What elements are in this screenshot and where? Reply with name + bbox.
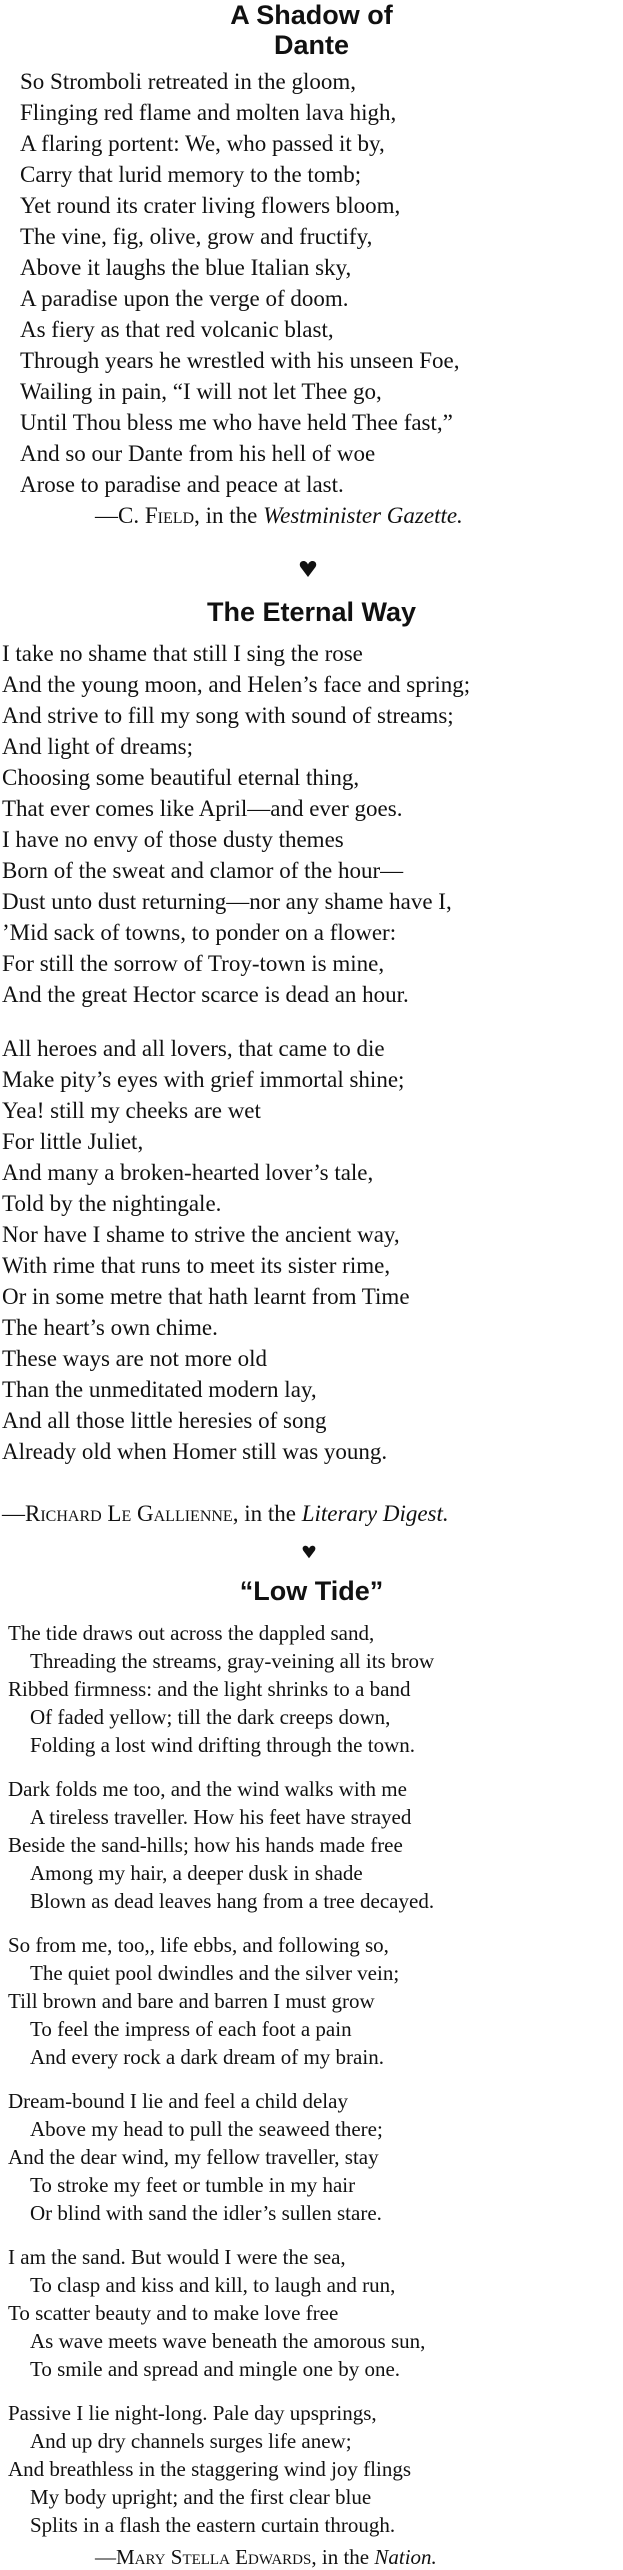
poem-line: Choosing some beautiful eternal thing, [2,765,360,790]
poem-line: Than the unmeditated modern lay, [2,1377,317,1402]
poem-line: With rime that runs to meet its sister rime, [2,1253,391,1278]
poem-line: Among my hair, a deeper dusk in shade [30,1861,363,1885]
poem-line: To clasp and kiss and kill, to laugh and run, [30,2273,396,2297]
poem-title-low-tide: “Low Tide” [239,1576,384,1606]
poem-line: And up dry channels surges life anew; [30,2429,352,2453]
poem-line: And many a broken-hearted lover’s tale, [2,1160,374,1185]
poem-line: To smile and spread and mingle one by one. [30,2357,401,2381]
poem-line: To feel the impress of each foot a pain [30,2017,352,2041]
heart-ornament-icon [299,560,317,578]
poem-line: For still the sorrow of Troy-town is mine, [2,951,385,976]
poem-title-shadow-of-dante: A Shadow of [230,0,393,30]
poem-line: Already old when Homer still was young. [2,1439,388,1464]
poem-line: Ribbed firmness: and the light shrinks to a band [8,1677,411,1701]
poem-line: Flinging red flame and molten lava high, [20,100,397,125]
poem-line: Nor have I shame to strive the ancient way, [2,1222,400,1247]
poem-line: Passive I lie night-long. Pale day upsprings, [8,2401,377,2425]
poem-line: Carry that lurid memory to the tomb; [20,162,362,187]
poem-line: Yet round its crater living flowers bloom, [20,193,401,218]
poem-line: I take no shame that still I sing the rose [2,641,363,666]
poem-line: Folding a lost wind drifting through the town. [30,1733,415,1757]
poem-line: Or in some metre that hath learnt from Time [2,1284,410,1309]
poem-line: Above my head to pull the seaweed there; [30,2117,383,2141]
poem-line: The heart’s own chime. [2,1315,218,1340]
poem-line: Beside the sand-hills; how his hands made free [8,1833,403,1857]
poem-line: And the young moon, and Helen’s face and spring; [2,672,471,697]
poem-title-eternal-way: The Eternal Way [206,597,417,627]
poem-line: To scatter beauty and to make love free [8,2301,339,2325]
poem-line: Till brown and bare and barren I must grow [8,1989,375,2013]
poem-line: As fiery as that red volcanic blast, [20,317,334,342]
poem-line: Or blind with sand the idler’s sullen stare. [30,2201,382,2225]
poem-line: I am the sand. But would I were the sea, [8,2245,346,2269]
poem-line: And so our Dante from his hell of woe [20,441,376,466]
attribution-author: Mary Stella Edwards [116,2545,312,2569]
poem-line: For little Juliet, [2,1129,144,1154]
poem-line: To stroke my feet or tumble in my hair [30,2173,356,2197]
poem-line: And the great Hector scarce is dead an hour. [2,982,409,1007]
poem-line: Above it laughs the blue Italian sky, [20,255,352,280]
attribution-author: Richard Le Gallienne [25,1501,233,1526]
poem-line: Make pity’s eyes with grief immortal shine; [2,1067,405,1092]
poem-line: These ways are not more old [2,1346,268,1371]
attribution-source: Westminister Gazette. [263,503,463,528]
poem-line: Through years he wrestled with his unseen Foe, [20,348,460,373]
poem-line: ’Mid sack of towns, to ponder on a flower: [2,920,397,945]
poem-line: So from me, too,, life ebbs, and following so, [8,1933,389,1957]
poem-line: That ever comes like April—and ever goes. [2,796,403,821]
poem-line: Wailing in pain, “I will not let Thee go, [20,379,382,404]
attribution-source: Nation. [374,2545,437,2569]
poem-line: My body upright; and the first clear blue [30,2485,372,2509]
poem-line: Of faded yellow; till the dark creeps down, [30,1705,391,1729]
attribution-joiner: , in the [311,2545,375,2569]
poem-line: I have no envy of those dusty themes [2,827,344,852]
poem-line: As wave meets wave beneath the amorous sun, [30,2329,426,2353]
poem-line: Splits in a flash the eastern curtain through. [30,2513,396,2537]
poem-line: Told by the nightingale. [2,1191,222,1216]
poem-line: And every rock a dark dream of my brain. [30,2045,384,2069]
poem-line: The quiet pool dwindles and the silver vein; [30,1961,400,1985]
poem-line: Threading the streams, gray-veining all its brow [30,1649,435,1673]
poem-line: And breathless in the staggering wind joy flings [8,2457,412,2481]
poem-line: A tireless traveller. How his feet have strayed [30,1805,412,1829]
poem-line: And strive to fill my song with sound of streams; [2,703,454,728]
attribution-joiner: , in the [194,503,264,528]
poem-line: Dream-bound I lie and feel a child delay [8,2089,348,2113]
poem-line: And all those little heresies of song [2,1408,327,1433]
poem-line: A flaring portent: We, who passed it by, [20,131,385,156]
poem-attribution: —Mary Stella Edwards, in the Nation. [95,2545,437,2569]
poem-line: And the dear wind, my fellow traveller, stay [8,2145,379,2169]
poem-line: Blown as dead leaves hang from a tree decayed. [30,1889,435,1913]
poem-attribution: —Richard Le Gallienne, in the Literary Digest. [2,1501,449,1526]
poem-line: Arose to paradise and peace at last. [20,472,344,497]
poem-attribution: —C. Field, in the Westminister Gazette. [95,503,463,528]
attribution-source: Literary Digest. [301,1501,449,1526]
poem-line: Dark folds me too, and the wind walks with me [8,1777,407,1801]
poem-line: The tide draws out across the dappled sand, [8,1621,375,1645]
poem-title-shadow-of-dante-line2: Dante [273,30,349,60]
poem-line: Until Thou bless me who have held Thee fast,” [20,410,453,435]
poem-line: The vine, fig, olive, grow and fructify, [20,224,373,249]
poem-line: All heroes and all lovers, that came to die [2,1036,385,1061]
attribution-author: C. Field [118,503,195,528]
attribution-joiner: , in the [232,1501,302,1526]
poem-line: And light of dreams; [2,734,193,759]
heart-ornament-icon [302,1545,316,1559]
poem-line: Dust unto dust returning—nor any shame have I, [2,889,452,914]
poem-line: Yea! still my cheeks are wet [2,1098,261,1123]
poem-line: A paradise upon the verge of doom. [20,286,349,311]
poem-line: Born of the sweat and clamor of the hour— [2,858,404,883]
poem-line: So Stromboli retreated in the gloom, [20,69,357,94]
